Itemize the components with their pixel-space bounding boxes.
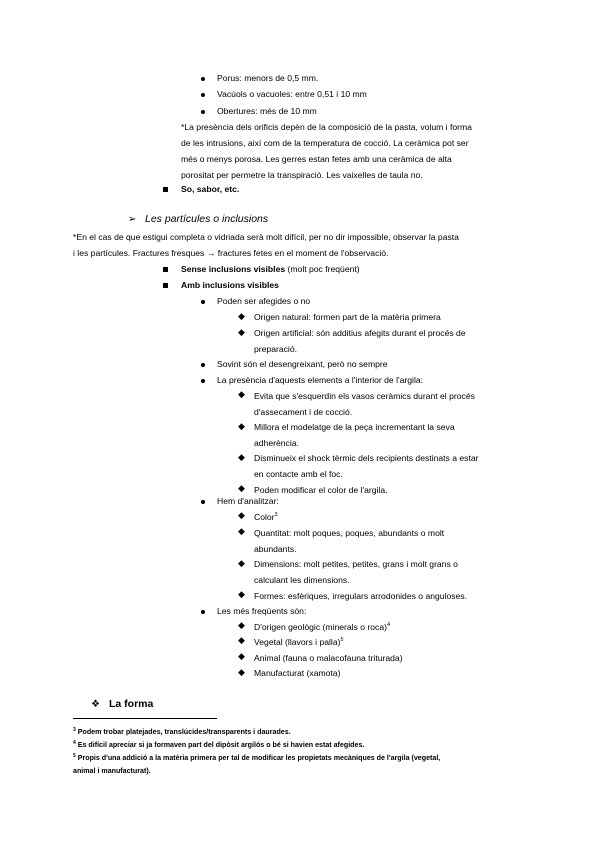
list-item-amb-inclusions: Amb inclusions visibles [181,280,279,290]
list-item-vegetal: Vegetal (llavors i palla)$^5$ [254,637,344,647]
diamond-bullet-icon: ◆ [238,589,245,599]
footnote-separator [73,718,217,719]
list-item-quantitat-cont: abundants. [254,544,297,554]
list-item-effect: Disminueix el shock tèrmic dels recipients destinats a estar [254,453,479,463]
list-item-animal: Animal (fauna o malacofauna triturada) [254,653,403,663]
diamond-bullet-icon: ◆ [238,635,245,645]
list-item-manufacturat: Manufacturat (xamota) [254,668,341,678]
diamond-bullet-icon: ◆ [238,667,245,677]
list-item-effect: Evita que s'esquerdin els vasos ceràmics durant el procés [254,391,475,401]
list-item-dimensions-cont: calculant les dimensions. [254,575,350,585]
diamond-bullet-icon: ◆ [238,510,245,520]
diamond-bullet-icon: ◆ [238,327,245,337]
list-item-effect-cont: en contacte amb el foc. [254,469,343,479]
list-item-analitzar: Hem d'analitzar: [217,496,279,506]
porosity-note-line: de les intrusions, així com de la temperatura de cocció. La ceràmica pot ser [181,138,469,148]
list-item-geologic: D'origen geològic (minerals o roca)$^4$ [254,622,391,632]
list-item-presencia: La presència d'aquests elements a l'interior de l'argila: [217,375,424,385]
diamond-bullet-icon: ◆ [238,620,245,630]
section-heading-inclusions: Les partícules o inclusions [145,213,269,225]
bullet-dot [201,93,205,97]
diamond-bullet-icon: ◆ [238,311,245,321]
list-item-formes: Formes: esfèriques, irregulars arrodonides o anguloses. [254,591,468,601]
diamond-bullet-icon: ◆ [238,421,245,431]
bullet-dot [201,110,205,114]
diamond-bullet-icon: ◆ [238,558,245,568]
bullet-square [163,267,168,272]
diamond-bullet-icon: ◆ [238,452,245,462]
bullet-dot [201,363,205,367]
list-item-afegides: Poden ser afegides o no [217,296,311,306]
footnote-ref: 5 [340,637,344,643]
list-item-frequents: Les més freqüents són: [217,606,307,616]
list-item-effect-cont: adherència. [254,438,299,448]
list-item-porus: Porus: menors de 0,5 mm. [217,73,319,83]
diamond-bullet-icon: ◆ [238,389,245,399]
porosity-note-line: *La presència dels orificis depèn de la composició de la pasta, volum i forma [181,122,472,132]
list-item-origen-artificial-cont: preparació. [254,344,297,354]
section-heading-forma: La forma [109,698,154,710]
bullet-dot [201,500,205,504]
list-item-effect: Millora el modelatge de la peça incrementant la seva [254,422,455,432]
footnote: $^3$ Podem trobar platejades, translúcides/transparents i daurades. [73,727,291,736]
bullet-dot [201,610,205,614]
list-item-desengreixant: Sovint són el desengreixant, però no sempre [217,359,388,369]
list-item-dimensions: Dimensions: molt petites, petites, grans i molt grans o [254,559,458,569]
bullet-dot [201,379,205,383]
diamond-bullet-icon: ◆ [238,651,245,661]
list-item-color: Color$^3$ [254,512,278,522]
diamond-bullet-icon: ◆ [238,483,245,493]
porosity-note-line: més o menys porosa. Les gerres estan fetes amb una ceràmica de alta [181,154,452,164]
list-item-origen-artificial: Origen artificial: són additius afegits durant el procés de [254,328,466,338]
list-item-obertures: Obertures: més de 10 mm [217,106,317,116]
bullet-square [163,187,168,192]
inclusions-intro-line: i les partícules. Fractures fresques → fractures fetes en el moment de l'observació. [73,248,389,258]
list-item-vacuols: Vacúols o vacuoles: entre 0,51 i 10 mm [217,89,367,99]
list-item-effect-cont: d'assecament i de cocció. [254,407,353,417]
arrow-bullet-icon: ➢ [128,214,137,225]
bullet-square [163,283,168,288]
footnote-ref: 4 [387,622,391,628]
porosity-note-line: porositat per permetre la transpiració. Les vaixelles de taula no. [181,170,423,180]
bullet-dot [201,300,205,304]
list-item-effect: Poden modificar el color de l'argila. [254,485,388,495]
footnote: $^5$ Propis d'una addició a la matèria primera per tal de modificar les propietats mecàniques de l'argila (vegetal, [73,753,441,762]
inclusions-intro-line: *En el cas de que estigui completa o vidriada serà molt difícil, per no dir impossible, observar la pasta [73,232,459,242]
list-item-quantitat: Quantitat: molt poques, poques, abundants o molt [254,528,445,538]
list-item-origen-natural: Origen natural: formen part de la matèria primera [254,312,441,322]
diamond-bullet-icon: ◆ [238,526,245,536]
list-item-sense-inclusions: Sense inclusions visibles (molt poc freqüent) [181,264,360,274]
list-item-so-sabor: So, sabor, etc. [181,184,240,194]
four-diamond-bullet-icon: ❖ [91,699,100,710]
bullet-dot [201,77,205,81]
footnote-ref: 3 [274,512,278,518]
footnote: $^4$ Es difícil apreciar si ja formaven part del dipòsit argilós o bé si havien estat afegides. [73,740,365,749]
footnote-cont: animal i manufacturat). [73,767,151,775]
